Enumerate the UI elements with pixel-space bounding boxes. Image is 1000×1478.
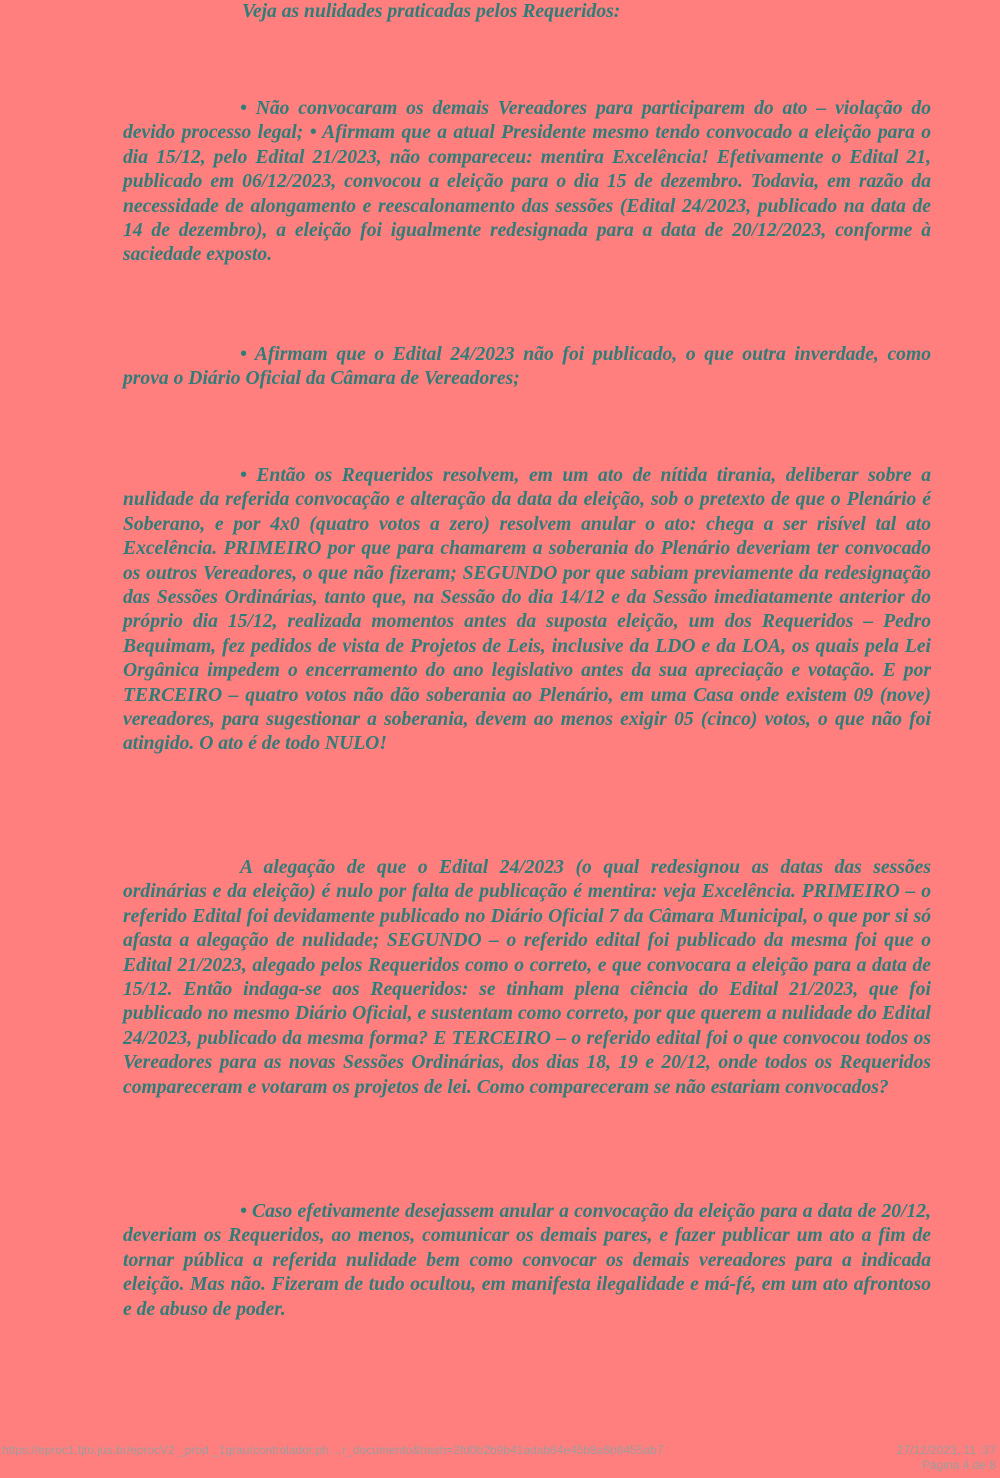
section-heading: Veja as nulidades praticadas pelos Requeridos:	[242, 1, 621, 22]
paragraph-anular-convocacao: • Caso efetivamente desejassem anular a convocação da eleição para a data de 20/12, deveriam os Requeridos, ao menos, comunicar os demais pares, e fazer publicar um ato a fim de tornar pública a referida nulidade bem como convocar os demais vereadores para a indicada eleição. Mas não. Fizeram de tudo ocultou, em manifesta ilegalidade e má-fé, em um ato afrontoso e de abuso de poder.	[123, 1201, 931, 1320]
footer-datetime: 27/12/2023, 11 :37	[896, 1443, 996, 1457]
paragraph-alegacao-edital: A alegação de que o Edital 24/2023 (o qual redesignou as datas das sessões ordinárias e da eleição) é nulo por falta de publicação é mentira: veja Excelência. PRIMEIRO – o referido Edital foi devidamente publicado no Diário Oficial 7 da Câmara Municipal, o que por si só afasta a alegação de nulidade; SEGUNDO – o referido edital foi publicado da mesma foi que o Edital 21/2023, alegado pelos Requeridos como o correto, e que convocara a eleição para a data de 15/12. Então indaga-se aos Requeridos: se tinham plena ciência do Edital 21/2023, que foi publicado no mesmo Diário Oficial, e sustentam como correto, por que querem a nulidade do Edital 24/2023, publicado da mesma forma? E TERCEIRO – o referido edital foi o que convocou todos os Vereadores para as novas Sessões Ordinárias, dos dias 18, 19 e 20/12, onde todos os Requeridos compareceram e votaram os projetos de lei. Como compareceram se não estariam convocados?	[123, 857, 931, 1098]
paragraph-tirania: • Então os Requeridos resolvem, em um ato de nítida tirania, deliberar sobre a nulidade da referida convocação e alteração da data da eleição, sob o pretexto de que o Plenário é Soberano, e por 4x0 (quatro votos a zero) resolvem anular o ato: chega a ser risível tal ato Excelência. PRIMEIRO por que para chamarem a soberania do Plenário deveriam ter convocado os outros Vereadores, o que não fizeram; SEGUNDO por que sabiam previamente da redesignação das Sessões Ordinárias, tanto que, na Sessão do dia 14/12 e da Sessão imediatamente anterior do próprio dia 15/12, realizada momentos antes da suposta eleição, um dos Requeridos – Pedro Bequimam, fez pedidos de vista de Projetos de Leis, inclusive da LDO e da LOA, os quais pela Lei Orgânica impedem o encerramento do ano legislativo antes da sua apreciação e votação. E por TERCEIRO – quatro votos não dão soberania ao Plenário, em uma Casa onde existem 09 (nove) vereadores, para sugestionar a soberania, devem ao menos exigir 05 (cinco) votos, o que não foi atingido. O ato é de todo NULO!	[123, 465, 931, 755]
paragraph-nulidade-convocacao: • Não convocaram os demais Vereadores para participarem do ato – violação do devido processo legal; • Afirmam que a atual Presidente mesmo tendo convocado a eleição para o dia 15/12, pelo Edital 21/2023, não compareceu: mentira Excelência! Efetivamente o Edital 21, publicado em 06/12/2023, convocou a eleição para o dia 15 de dezembro. Todavia, em razão da necessidade de alongamento e reescalonamento das sessões (Edital 24/2023, publicado na data de 14 de dezembro), a eleição foi igualmente redesignada para a data de 20/12/2023, conforme à saciedade exposto.	[123, 98, 931, 266]
footer-url: https://eproc1.tjto.jus.br/eprocV2 _prod _1grau/controlador.ph ...r_documento&hash=2fd0b2b9b41adab64e45b8a6b8455ab7	[2, 1443, 664, 1457]
footer-page-number: Página 4 de 8	[921, 1458, 996, 1472]
paragraph-edital-publicacao: • Afirmam que o Edital 24/2023 não foi publicado, o que outra inverdade, como prova o Diário Oficial da Câmara de Vereadores;	[123, 344, 931, 390]
